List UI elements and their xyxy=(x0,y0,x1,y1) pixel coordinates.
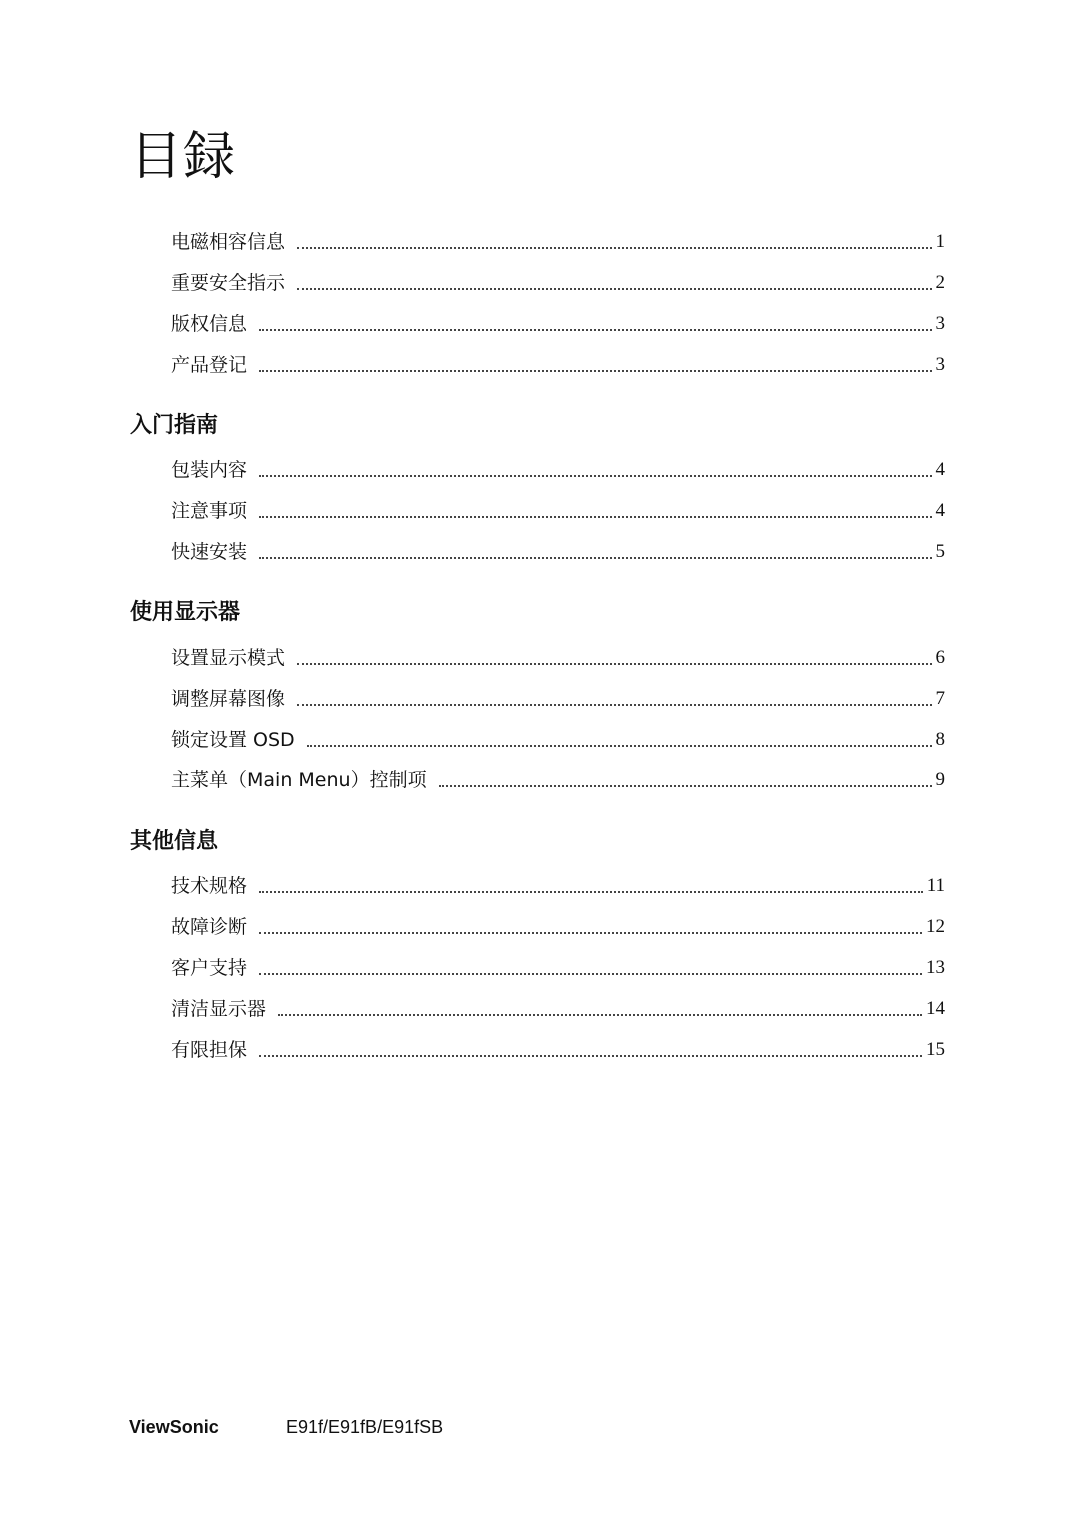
dot-leader xyxy=(259,557,931,559)
toc-entry[interactable] xyxy=(171,1032,945,1062)
toc-entry[interactable] xyxy=(171,306,945,336)
section-heading: 使用显示器 xyxy=(130,600,241,625)
toc-entry-label: 设置显示模式 xyxy=(171,647,286,669)
toc-entry[interactable] xyxy=(171,640,945,670)
dot-leader xyxy=(297,247,931,249)
toc-entry-label: 锁定设置 OSD xyxy=(171,729,295,751)
toc-entry[interactable] xyxy=(171,493,945,523)
toc-entry[interactable] xyxy=(171,762,945,792)
toc-entry-page: 14 xyxy=(926,998,945,1019)
toc-entry-label: 电磁相容信息 xyxy=(171,231,286,253)
dot-leader xyxy=(297,663,931,665)
dot-leader xyxy=(259,891,923,893)
dot-leader xyxy=(307,745,932,747)
toc-entry-page: 3 xyxy=(935,313,945,334)
dot-leader xyxy=(259,370,931,372)
toc-entry-page: 6 xyxy=(935,647,945,668)
model-number: E91f/E91fB/E91fSB xyxy=(286,1416,444,1437)
toc-entry-page: 2 xyxy=(935,272,945,293)
toc-entry-page: 11 xyxy=(926,875,945,896)
toc-entry-label: 产品登记 xyxy=(171,354,248,376)
toc-entry[interactable] xyxy=(171,868,945,898)
dot-leader xyxy=(278,1014,922,1016)
toc-entry-label: 清洁显示器 xyxy=(171,998,267,1020)
toc-entry[interactable] xyxy=(171,991,945,1021)
toc-entry[interactable] xyxy=(171,909,945,939)
section-heading: 入门指南 xyxy=(130,413,219,438)
toc-entry[interactable] xyxy=(171,224,945,254)
dot-leader xyxy=(439,785,932,787)
page-title: 目録 xyxy=(130,127,237,187)
dot-leader xyxy=(297,704,931,706)
toc-entry[interactable] xyxy=(171,265,945,295)
toc-entry-label: 技术规格 xyxy=(171,875,248,897)
toc-entry-label: 包装内容 xyxy=(171,459,248,481)
toc-entry[interactable] xyxy=(171,722,945,752)
toc-entry-label: 重要安全指示 xyxy=(171,272,286,294)
toc-entry[interactable] xyxy=(171,950,945,980)
toc-entry-page: 1 xyxy=(935,231,945,252)
toc-entry-page: 4 xyxy=(935,500,945,521)
dot-leader xyxy=(259,1055,922,1057)
toc-entry-label: 客户支持 xyxy=(171,957,248,979)
brand-name: ViewSonic xyxy=(129,1416,219,1437)
toc-entry[interactable] xyxy=(171,452,945,482)
toc-entry-page: 15 xyxy=(926,1039,945,1060)
toc-entry-label: 调整屏幕图像 xyxy=(171,688,286,710)
toc-entry-label: 版权信息 xyxy=(171,313,248,335)
toc-entry-page: 4 xyxy=(935,459,945,480)
toc-entry-page: 9 xyxy=(935,769,945,790)
dot-leader xyxy=(259,329,931,331)
toc-entry-label: 注意事项 xyxy=(171,500,248,522)
dot-leader xyxy=(259,932,922,934)
toc-entry-page: 3 xyxy=(935,354,945,375)
toc-entry[interactable] xyxy=(171,534,945,564)
toc-entry[interactable] xyxy=(171,347,945,377)
toc-entry[interactable] xyxy=(171,681,945,711)
toc-entry-label: 主菜单（Main Menu）控制项 xyxy=(171,769,427,791)
toc-entry-page: 13 xyxy=(926,957,945,978)
dot-leader xyxy=(259,475,931,477)
toc-entry-page: 7 xyxy=(935,688,945,709)
section-heading: 其他信息 xyxy=(130,829,219,854)
toc-entry-label: 有限担保 xyxy=(171,1039,248,1061)
dot-leader xyxy=(297,288,931,290)
page-footer xyxy=(129,1413,443,1441)
toc-entry-page: 12 xyxy=(926,916,945,937)
toc-entry-label: 快速安装 xyxy=(171,541,248,563)
toc-entry-label: 故障诊断 xyxy=(171,916,248,938)
dot-leader xyxy=(259,516,931,518)
toc-entry-page: 5 xyxy=(935,541,945,562)
toc-entry-page: 8 xyxy=(935,729,945,750)
dot-leader xyxy=(259,973,922,975)
